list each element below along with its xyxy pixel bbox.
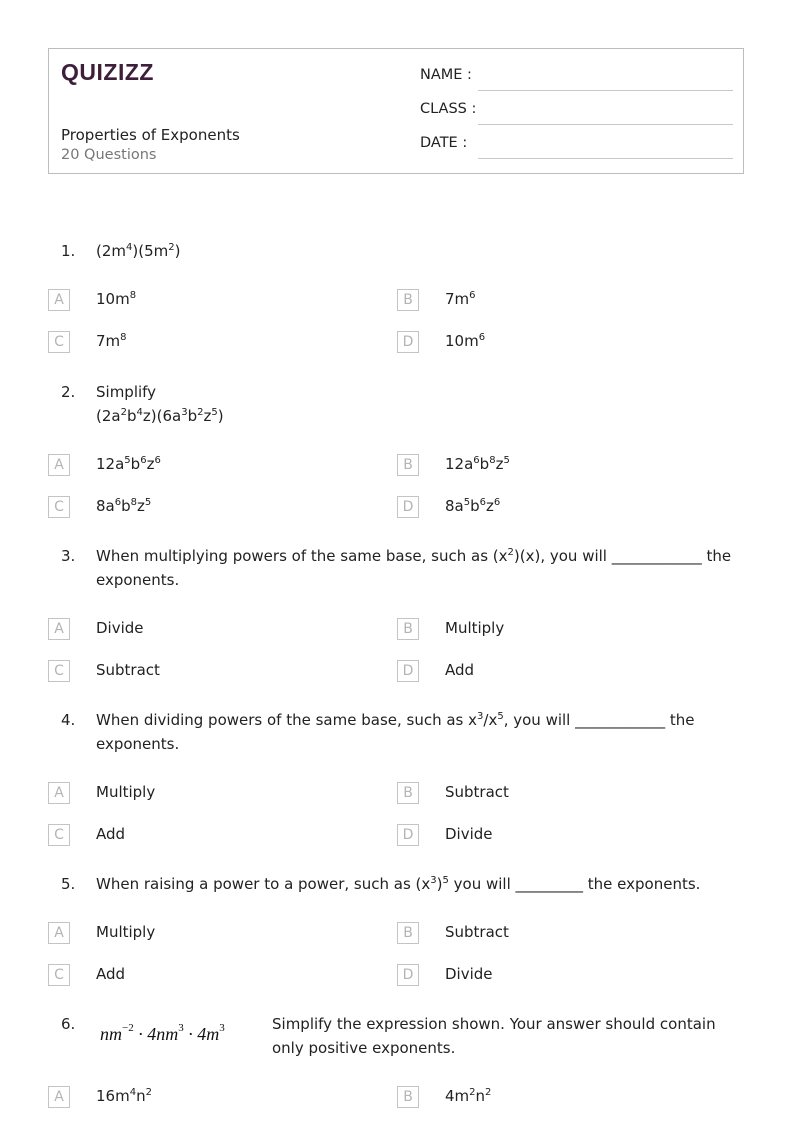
question-number: 2. bbox=[61, 383, 76, 401]
option-letter-box: B bbox=[397, 922, 419, 944]
option-text: Divide bbox=[445, 825, 493, 843]
question-text: Simplify the expression shown. Your answer should contain only positive exponents. bbox=[272, 1015, 716, 1057]
question-text: When raising a power to a power, such as $(x^3)^5$ you will _________ the exponents. bbox=[96, 875, 701, 893]
option-letter-box: A bbox=[48, 289, 70, 311]
math-expression-image: $nm^{-2} \cdot 4nm^3 \cdot 4m^3$ bbox=[100, 1022, 225, 1044]
question-text-expression: $(2a^2b^4z)(6a^3b^2z^5)$ bbox=[96, 407, 224, 425]
option-text: Subtract bbox=[96, 661, 160, 679]
date-field[interactable] bbox=[420, 135, 733, 159]
option-letter-box: D bbox=[397, 331, 419, 353]
option-letter-box: B bbox=[397, 454, 419, 476]
option-text: $8a^6b^8z^5$ bbox=[96, 497, 152, 515]
option-text: $7m^6$ bbox=[445, 290, 476, 308]
option-letter-box: D bbox=[397, 660, 419, 682]
option-text: $16m^4n^2$ bbox=[96, 1087, 152, 1105]
option-text: Add bbox=[96, 825, 126, 843]
option-text: Divide bbox=[96, 619, 144, 637]
option-text: $12a^5b^6z^6$ bbox=[96, 455, 161, 473]
option-text: Add bbox=[96, 965, 126, 983]
worksheet-header bbox=[48, 48, 744, 174]
worksheet-title: Properties of Exponents bbox=[61, 126, 240, 144]
option-letter-box: A bbox=[48, 1086, 70, 1108]
option-text: $4m^2n^2$ bbox=[445, 1087, 492, 1105]
option-letter-box: B bbox=[397, 782, 419, 804]
option-letter-box: C bbox=[48, 660, 70, 682]
quizizz-logo: QUIZIZZ bbox=[61, 59, 154, 85]
option-letter-box: C bbox=[48, 496, 70, 518]
question-text: $(2m^4)(5m^2)$ bbox=[96, 242, 181, 260]
option-letter-box: D bbox=[397, 964, 419, 986]
date-label: DATE : bbox=[420, 135, 468, 151]
date-input-line[interactable] bbox=[478, 158, 733, 159]
class-label: CLASS : bbox=[420, 101, 477, 117]
option-text: Multiply bbox=[96, 923, 156, 941]
name-input-line[interactable] bbox=[478, 90, 733, 91]
question-number: 3. bbox=[61, 547, 76, 565]
question-count: 20 Questions bbox=[61, 147, 157, 163]
class-field[interactable] bbox=[420, 101, 733, 125]
option-letter-box: B bbox=[397, 289, 419, 311]
option-letter-box: D bbox=[397, 496, 419, 518]
option-letter-box: A bbox=[48, 782, 70, 804]
option-text: Add bbox=[445, 661, 475, 679]
question-number: 6. bbox=[61, 1015, 76, 1033]
option-text: $10m^8$ bbox=[96, 290, 137, 308]
option-text: Multiply bbox=[96, 783, 156, 801]
option-text: $7m^8$ bbox=[96, 332, 127, 350]
option-letter-box: C bbox=[48, 824, 70, 846]
option-text: Divide bbox=[445, 965, 493, 983]
option-letter-box: D bbox=[397, 824, 419, 846]
name-label: NAME : bbox=[420, 67, 472, 83]
option-text: $10m^6$ bbox=[445, 332, 486, 350]
question-number: 4. bbox=[61, 711, 76, 729]
option-letter-box: A bbox=[48, 454, 70, 476]
question-text bbox=[96, 380, 736, 428]
option-letter-box: A bbox=[48, 922, 70, 944]
question-number: 5. bbox=[61, 875, 76, 893]
option-text: $12a^6b^8z^5$ bbox=[445, 455, 510, 473]
option-letter-box: C bbox=[48, 331, 70, 353]
option-letter-box: B bbox=[397, 618, 419, 640]
option-letter-box: C bbox=[48, 964, 70, 986]
option-letter-box: B bbox=[397, 1086, 419, 1108]
question-number: 1. bbox=[61, 242, 76, 260]
option-text: Subtract bbox=[445, 923, 509, 941]
question-text-line1: Simplify bbox=[96, 383, 157, 401]
class-input-line[interactable] bbox=[478, 124, 733, 125]
option-text: Multiply bbox=[445, 619, 505, 637]
option-letter-box: A bbox=[48, 618, 70, 640]
option-text: Subtract bbox=[445, 783, 509, 801]
question-text: When multiplying powers of the same base, such as $(x^2)(x)$, you will ____________ the exponents. bbox=[96, 547, 732, 589]
option-text: $8a^5b^6z^6$ bbox=[445, 497, 501, 515]
name-field[interactable] bbox=[420, 67, 733, 91]
question-text: When dividing powers of the same base, such as $x^3/x^5$, you will ____________ the exponents. bbox=[96, 711, 695, 753]
